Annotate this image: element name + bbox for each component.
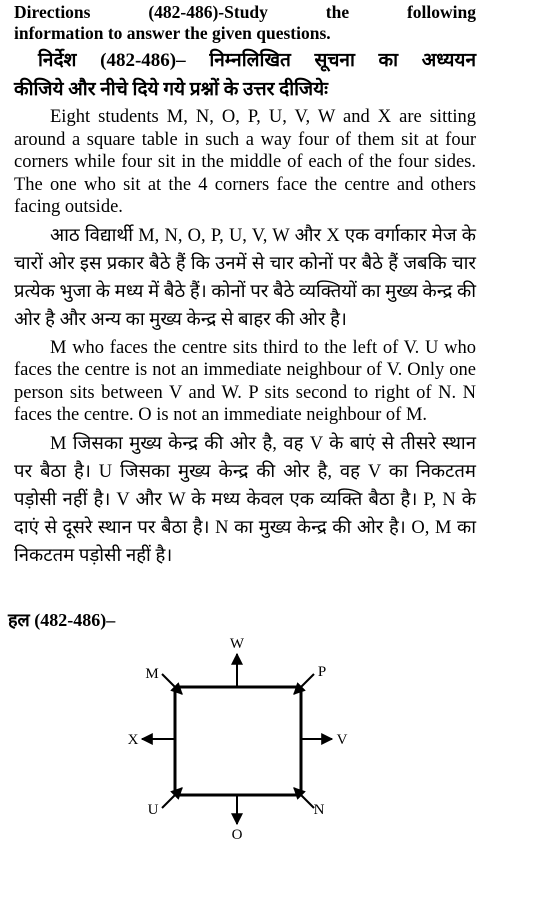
label-v: V [336, 732, 348, 748]
directions-hindi-line-1: निर्देश (482-486)– निम्नलिखित सूचना का अध्ययन [38, 50, 476, 71]
solution-heading: हल (482-486)– [8, 610, 116, 630]
arrow-n [294, 788, 314, 808]
paragraph-1-hindi: आठ विद्यार्थी M, N, O, P, U, V, W और X एक वर्गाकार मेज के चारों ओर इस प्रकार बैठे हैं कि उनमें से चार कोनों पर बैठे हैं जबकि चार प्रत्येक भुजा के मध्य में बैठे हैं। कोनों पर बैठे व्यक्तियों का मुख्य केन्द्र की ओर है और अन्य का मुख्य केन्द्र से बाहर की ओर है। [14, 225, 476, 330]
seating-diagram [120, 632, 370, 852]
arrow-m [162, 674, 182, 694]
directions-hindi-line-2: कीजिये और नीचे दिये गये प्रश्नों के उत्तर दीजियेः [14, 79, 328, 100]
directions-english-line-2: information to answer the given questions. [14, 23, 331, 43]
arrow-u [162, 788, 182, 808]
square-table [175, 687, 301, 795]
label-x: X [127, 732, 139, 748]
paragraph-2-english: M who faces the centre sits third to the left of V. U who faces the centre is not an immediate neighbour of V. Only one person sits between V and W. P sits second to right of N. N faces the centre. O is not an immediate neighbour of M. [14, 337, 476, 425]
label-o: O [231, 827, 243, 843]
directions-english-line-1: Directions (482-486)-Study the following [14, 2, 476, 22]
label-u: U [147, 802, 159, 818]
label-n: N [313, 802, 325, 818]
question-page [14, 2, 476, 570]
label-m: M [145, 666, 159, 682]
paragraph-1-english: Eight students M, N, O, P, U, V, W and X are sitting around a square table in such a way four of them sit at four corners while four sit in the middle of each of the four sides. The one who sit at the 4 corners face the centre and others facing outside. [14, 107, 476, 217]
paragraph-2-hindi: M जिसका मुख्य केन्द्र की ओर है, वह V के बाएं से तीसरे स्थान पर बैठा है। U जिसका मुख्य केन्द्र की ओर है, वह V का निकटतम पड़ोसी नहीं है। V और W के मध्य केवल एक व्यक्ति बैठा है। P, N के दाएं से दूसरे स्थान पर बैठा है। N का मुख्य केन्द्र की ओर है। O, M का निकटतम पड़ोसी नहीं है। [14, 433, 476, 566]
arrow-p [294, 674, 314, 694]
label-w: W [229, 636, 245, 652]
label-p: P [317, 664, 327, 680]
